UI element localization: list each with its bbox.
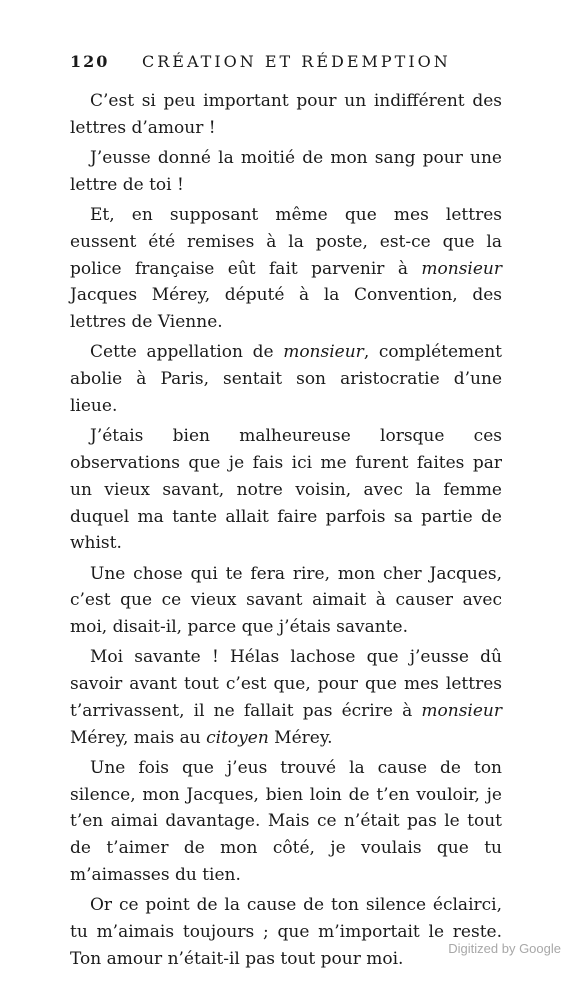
text-segment: Une chose qui te fera rire, mon cher Jacques, c’est que ce vieux savant aimait à causer avec moi, disait-il, parce que j’étais savante. bbox=[70, 563, 502, 638]
italic-text: citoyen bbox=[206, 727, 269, 748]
paragraph bbox=[70, 339, 502, 419]
text-segment: , complétement abolie à Paris, sentait son aristocratie d’une lieue. bbox=[70, 342, 503, 416]
italic-text: monsieur bbox=[421, 258, 502, 279]
italic-text: monsieur bbox=[283, 342, 364, 363]
paragraph bbox=[70, 145, 502, 199]
paragraph bbox=[70, 561, 502, 641]
text-segment: Mérey, mais au bbox=[70, 727, 207, 748]
body-text bbox=[70, 88, 502, 976]
text-segment: Moi savante ! Hélas lachose que j’eusse dû savoir avant tout c’est que, pour que mes lettres t’arrivassent, il ne fallait pas écrire à bbox=[70, 647, 502, 721]
text-segment: Cette appellation de bbox=[90, 342, 284, 363]
paragraph bbox=[70, 202, 502, 336]
digitized-watermark: Digitized by Google bbox=[448, 941, 561, 956]
page-header bbox=[70, 52, 510, 76]
paragraph bbox=[70, 644, 502, 751]
running-title: CRÉATION ET RÉDEMPTION bbox=[142, 52, 451, 71]
paragraph bbox=[70, 892, 502, 972]
text-segment: C’est si peu important pour un indifférent des lettres d’amour ! bbox=[70, 91, 502, 138]
paragraph bbox=[70, 88, 502, 142]
paragraph bbox=[70, 423, 502, 557]
text-segment: J’étais bien malheureuse lorsque ces observations que je fais ici me furent faites par un vieux savant, notre voisin, avec la femme duquel ma tante allait faire parfois sa partie de whist. bbox=[70, 426, 502, 554]
text-segment: Et, en supposant même que mes lettres eussent été remises à la poste, est-ce que la police française eût fait parvenir à bbox=[70, 204, 502, 279]
text-segment: Or ce point de la cause de ton silence éclairci, tu m’aimais toujours ; que m’importait le reste. Ton amour n’était-il pas tout pour moi. bbox=[70, 895, 502, 969]
text-segment: Jacques Mérey, député à la Convention, des lettres de Vienne. bbox=[70, 285, 502, 333]
page-number: 120 bbox=[70, 52, 110, 71]
text-segment: Mérey. bbox=[268, 727, 333, 748]
text-segment: Une fois que j’eus trouvé la cause de ton silence, mon Jacques, bien loin de t’en vouloir, je t’en aimai davantage. Mais ce n’était pas le tout de t’aimer de mon côté, je voulais que tu m’aimasses du tien. bbox=[70, 757, 502, 886]
italic-text: monsieur bbox=[421, 700, 502, 721]
paragraph bbox=[70, 755, 502, 889]
text-segment: J’eusse donné la moitié de mon sang pour une lettre de toi ! bbox=[70, 147, 502, 195]
